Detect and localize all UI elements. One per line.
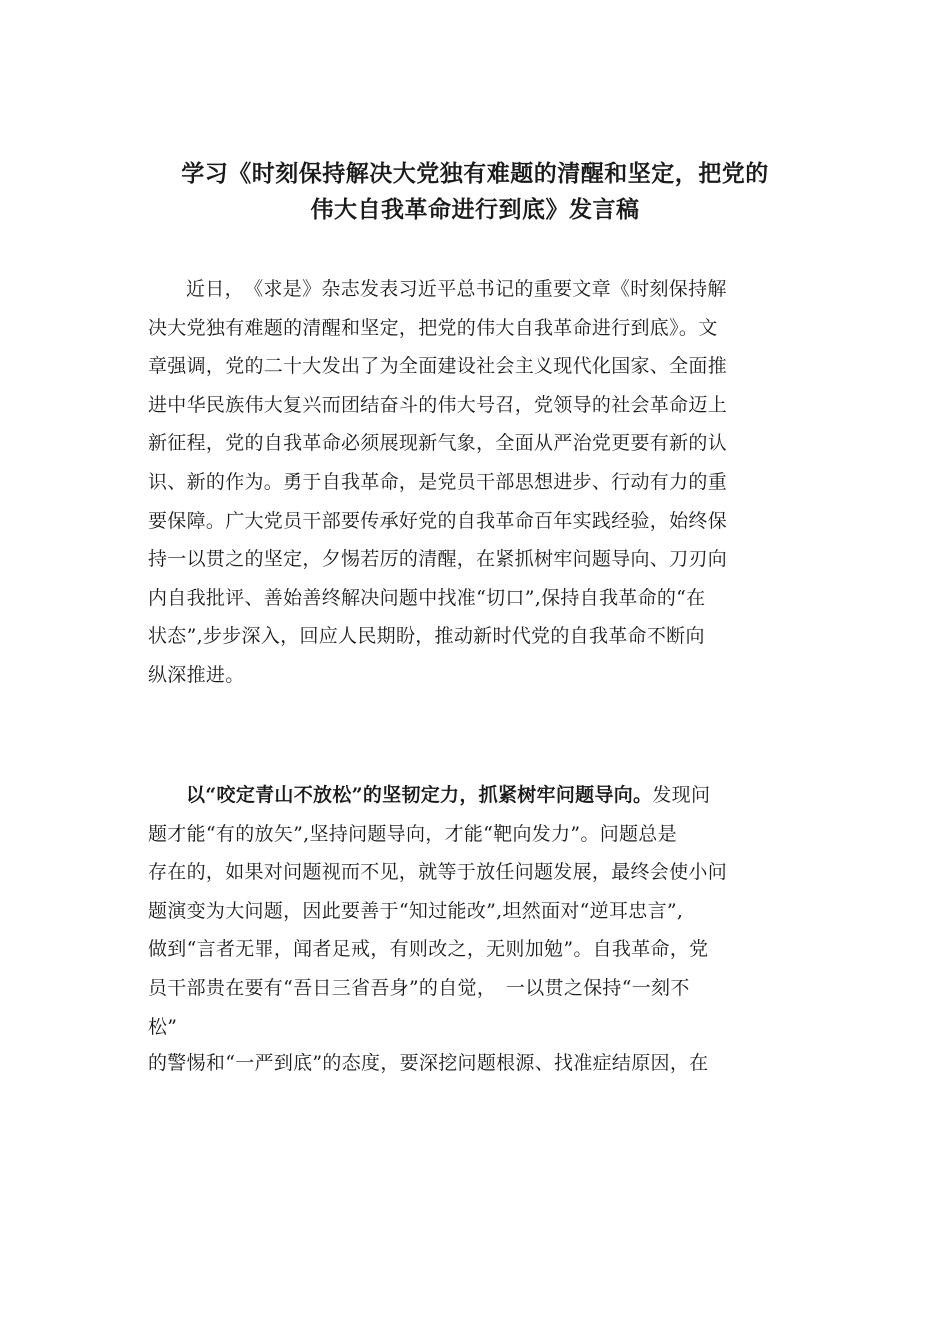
paragraph-line: 存在的，如果对问题视而不见，就等于放任问题发展，最终会使小问 [148, 861, 728, 884]
paragraph-line: 决大党独有难题的清醒和坚定，把党的伟大自我革命进行到底》。文 [148, 316, 718, 339]
paragraph-line: 要保障。广大党员干部要传承好党的自我革命百年实践经验，始终保 [148, 509, 728, 532]
paragraph-line: 识、新的作为。勇于自我革命，是党员干部思想进步、行动有力的重 [148, 470, 728, 493]
paragraph-line: 状态”,步步深入，回应人民期盼，推动新时代党的自我革命不断向 [148, 625, 705, 648]
paragraph-intro [148, 270, 808, 695]
paragraph-problem-orientation [148, 776, 808, 1082]
paragraph-first-line [148, 776, 808, 815]
paragraph-lead-heading: 以“咬定青山不放松”的坚韧定力，抓紧树牢问题导向。 [186, 784, 653, 806]
paragraph-line: 持一以贯之的坚定，夕惕若厉的清醒，在紧抓树牢问题导向、刀刃向 [148, 548, 728, 571]
paragraph-line: 的警惕和“一严到底”的态度，要深挖问题根源、找准症结原因，在 [148, 1051, 709, 1074]
paragraph-lead-rest: 发现问 [652, 784, 711, 806]
paragraph-line: 新征程，党的自我革命必须展现新气象，全面从严治党更要有新的认 [148, 432, 728, 455]
paragraph-line: 松” [148, 1015, 178, 1038]
paragraph-line: 做到“言者无罪，闻者足戒，有则改之，无则加勉”。自我革命，党 [148, 938, 709, 961]
paragraph-line: 内自我批评、善始善终解决问题中找准“切口”,保持自我革命的“在 [148, 586, 706, 609]
paragraph-line: 近日， 《求是》杂志发表习近平总书记的重要文章《时刻保持解 [186, 278, 727, 300]
paragraph-line: 纵深推进。 [148, 663, 245, 686]
title-line: 学习《时刻保持解决大党独有难题的清醒和坚定，把党的 [181, 160, 769, 187]
document-title [140, 156, 810, 228]
paragraph-line: 题演变为大问题，因此要善于“知过能改”,坦然面对“逆耳忠言”, [148, 899, 684, 922]
title-line: 伟大自我革命进行到底》发言稿 [310, 196, 640, 223]
paragraph-line: 题才能“有的放矢”,坚持问题导向，才能“靶向发力”。问题总是 [148, 822, 677, 845]
paragraph-line: 员干部贵在要有“吾日三省吾身”的自觉， 一以贯之保持“一刻不 [148, 976, 690, 999]
paragraph-line: 进中华民族伟大复兴而团结奋斗的伟大号召，党领导的社会革命迈上 [148, 393, 728, 416]
paragraph-line: 章强调，党的二十大发出了为全面建设社会主义现代化国家、全面推 [148, 355, 728, 378]
